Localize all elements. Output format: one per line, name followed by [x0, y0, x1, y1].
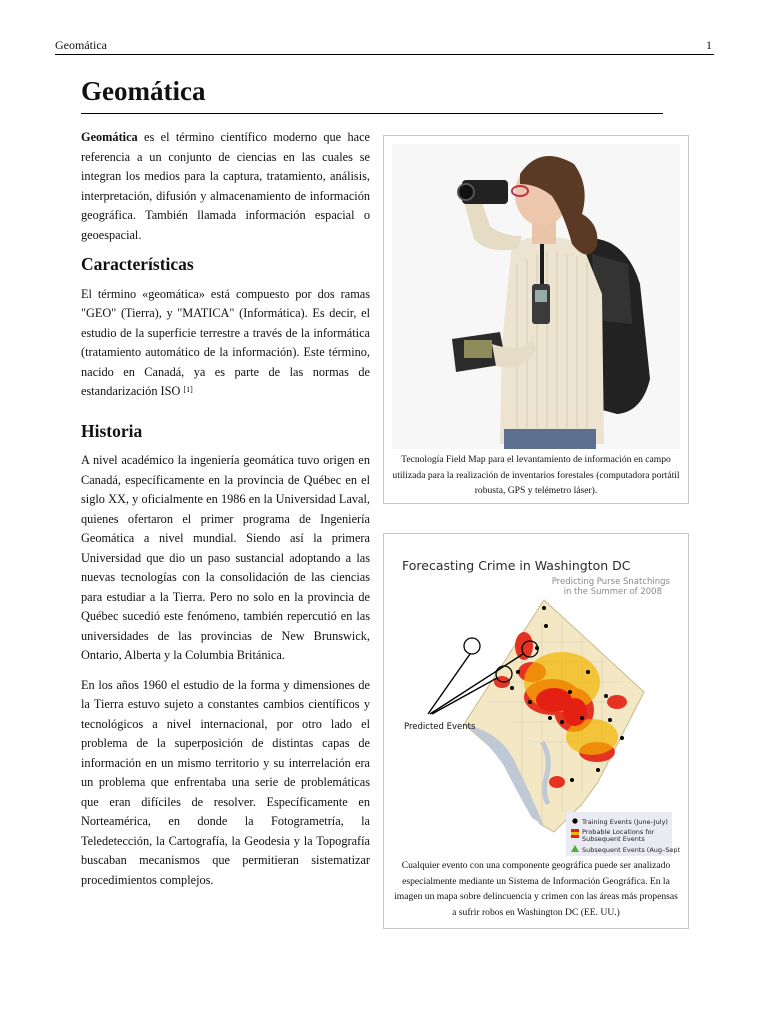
figure-field-map: [383, 135, 689, 504]
reference-link[interactable]: [1]: [183, 385, 193, 394]
intro-bold-term: Geomática: [81, 130, 138, 144]
map-title: Forecasting Crime in Washington DC: [402, 558, 631, 573]
crime-map: [392, 542, 680, 856]
map-legend: [566, 812, 680, 856]
running-header-title: Geomática: [55, 38, 107, 52]
legend-probable-2: Subsequent Events: [582, 835, 645, 843]
field-map-photo: [392, 144, 680, 449]
figure-field-map-caption: Tecnología Field Map para el levantamiento de información en campo utilizada para la realización de inventarios forestales (computadora portátil robusta, GPS y telémetro láser).: [392, 454, 680, 496]
section-heading-caracteristicas: Características: [81, 254, 194, 274]
woman-with-equipment-illustration: [392, 144, 680, 449]
figure-crime-map: [383, 533, 689, 929]
article-body: [81, 128, 370, 900]
predicted-events-label: Predicted Events: [404, 722, 476, 732]
figure-crime-map-caption: Cualquier evento con una componente geográfica puede ser analizado especialmente mediante un Sistema de Información Geográfica. En la imagen un mapa sobre delincuencia y crimen con las áreas más propensas a sufrir robos en Washington DC (EE. UU.): [394, 860, 678, 918]
running-header: [55, 38, 714, 55]
historia-paragraph-2: En los años 1960 el estudio de la forma y dimensiones de la Tierra estuvo sujeto a constantes cambios científicos y tecnológicos a nivel internacional, por otro lado el problema de la superposición de distintas capas de información en un mismo territorio y su interrelación era un problema que enfrentaba una serie de problemáticas que eran difíciles de resolver. Específicamente en Norteamérica, en donde la Fotogrametría, la Teledetección, la Cartografía, la Geodesia y la Topografía buscaban mecanismos que permitieran sistematizar procedimientos complejos.: [81, 677, 370, 887]
crime-map-graphic: [392, 542, 680, 856]
dc-land-shape: [464, 600, 644, 832]
legend-training: Training Events (June–July): [582, 818, 668, 826]
legend-subsequent: Subsequent Events (Aug–Sept): [582, 846, 680, 854]
caracteristicas-paragraph: [81, 285, 370, 402]
map-subtitle-line-2: in the Summer of 2008: [563, 587, 662, 597]
caracteristicas-text: El término «geomática» está compuesto por dos ramas "GEO" (Tierra), y "MATICA" (Informática). Es decir, el estudio de la superficie terrestre a través de la informática (tratamiento automático de la información). Este término, nacido en Canadá, ya es parte de las normas de estandarización ISO: [81, 286, 370, 398]
section-heading-historia: Historia: [81, 420, 143, 441]
intro-paragraph: [81, 128, 370, 245]
historia-paragraph-1: A nivel académico la ingeniería geomática tuvo origen en Canadá, específicamente en la provincia de Québec en el siglo XX, y oficialmente en 1986 en la Universidad Laval, quienes ofertaron el primer programa de Ingeniería Geomática a nivel mundial. Siendo así la primera Universidad que dio un paso sustancial adoptando a las nuevas tecnologías con la consolidación de las ciencias para estudiar a la Tierra. Pero no solo en la provincia de Québec sucedió este fenómeno, también repercutió en las universidades de las provincias de New Brunswick, Ontario, Alberta y la Columbia Británica.: [81, 453, 370, 662]
map-subtitle-line-1: Predicting Purse Snatchings: [551, 577, 670, 587]
page-title: Geomática: [81, 76, 663, 114]
legend-probable-1: Probable Locations for: [582, 828, 655, 836]
intro-text: es el término científico moderno que hace referencia a un conjunto de ciencias en las cuales se integran los medios para la captura, tratamiento, análisis, interpretación, difusión y almacenamiento de información geográfica. También llamada información espacial o geoespacial.: [81, 130, 370, 242]
page-number: 1: [706, 38, 712, 52]
